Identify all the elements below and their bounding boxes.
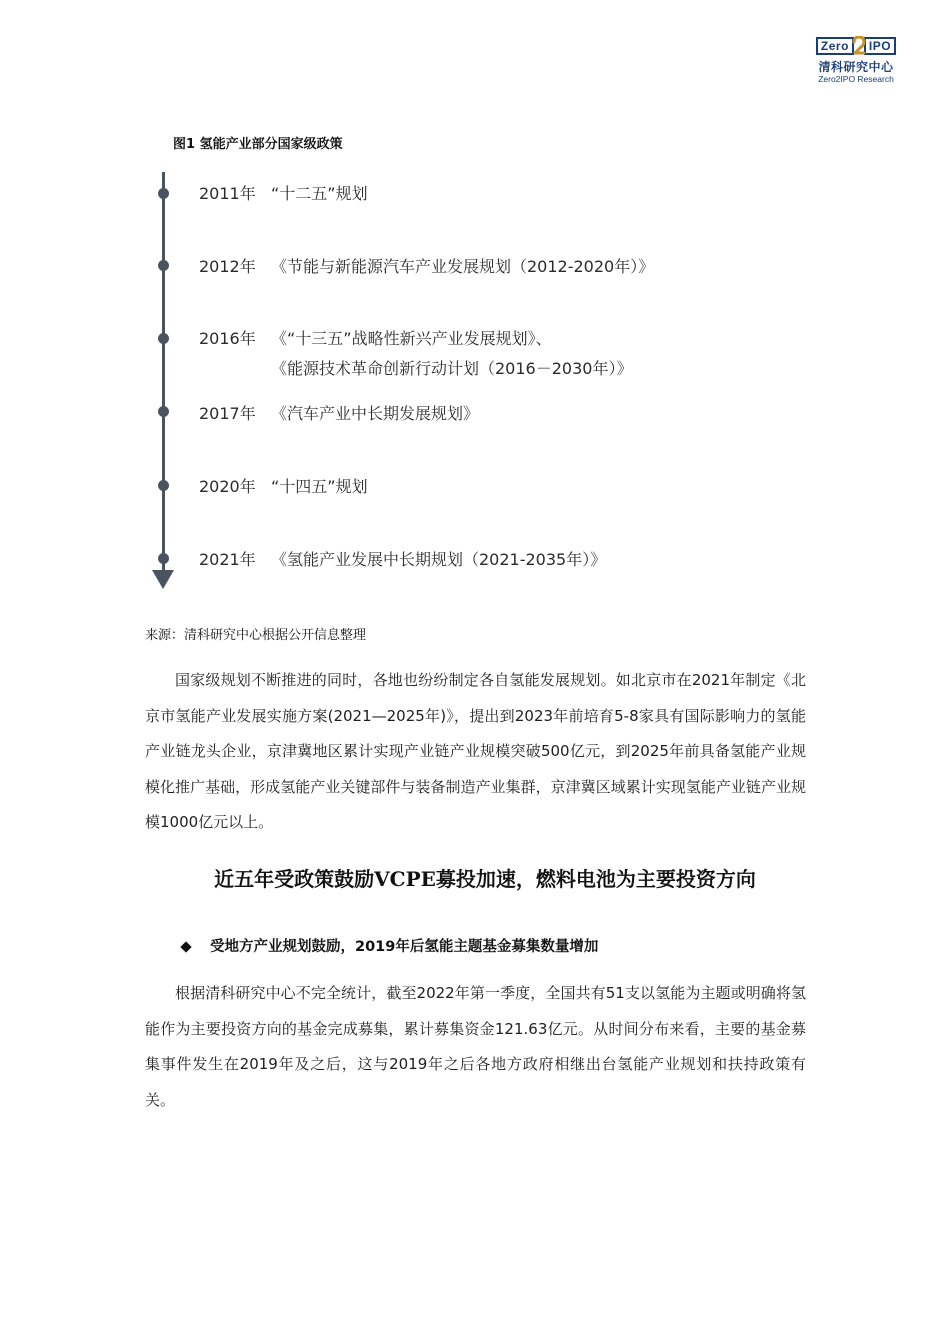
timeline-policy: 《汽车产业中长期发展规划》 [271,404,480,423]
timeline-dot [158,333,169,344]
subheading [180,937,598,957]
timeline-entry [199,326,632,382]
timeline-dot [158,553,169,564]
timeline-entry [199,401,479,427]
figure-source: 来源：清科研究中心根据公开信息整理 [145,628,367,643]
timeline-year: 2012年 [199,257,256,276]
timeline-entry [199,547,606,573]
timeline-policy: 《氢能产业发展中长期规划（2021-2035年）》 [271,550,607,569]
diamond-bullet-icon [180,941,191,952]
timeline-year: 2017年 [199,404,256,423]
timeline-policy: “十四五”规划 [271,477,368,496]
timeline-arrow-down-icon [152,570,174,589]
timeline-dot [158,260,169,271]
timeline-entry [199,254,654,280]
logo-name-en: Zero2IPO Research [818,74,894,84]
timeline-policy: 《节能与新能源汽车产业发展规划（2012-2020年）》 [271,257,655,276]
timeline-policy: 《“十三五”战略性新兴产业发展规划》、 [271,329,552,348]
section-heading: 近五年受政策鼓励VCPE募投加速，燃料电池为主要投资方向 [214,867,756,891]
figure-caption: 图1 氢能产业部分国家级政策 [173,137,343,152]
timeline-year: 2021年 [199,550,256,569]
subheading-text: 受地方产业规划鼓励，2019年后氢能主题基金募集数量增加 [210,939,599,955]
timeline-entry [199,181,368,207]
timeline-dot [158,406,169,417]
zero2ipo-logo [810,36,902,84]
timeline-year: 2016年 [199,329,256,348]
timeline-year: 2011年 [199,184,256,203]
body-paragraph: 根据清科研究中心不完全统计，截至2022年第一季度，全国共有51支以氢能为主题或明确将氢能作为主要投资方向的基金完成募集，累计募集资金121.63亿元。从时间分布来看，主要的基金募集事件发生在2019年及之后，这与2019年之后各地方政府相继出台氢能产业规划和扶持政策有关。 [145,984,806,1109]
timeline-policy: “十二五”规划 [271,184,368,203]
timeline-entry [199,474,368,500]
timeline-dot [158,480,169,491]
logo-mark-left: Zero [816,37,854,55]
timeline-dot [158,188,169,199]
timeline-year: 2020年 [199,477,256,496]
body-paragraph: 国家级规划不断推进的同时，各地也纷纷制定各自氢能发展规划。如北京市在2021年制定《北京市氢能产业发展实施方案(2021—2025年)》，提出到2023年前培育5-8家具有国际影响力的氢能产业链龙头企业，京津冀地区累计实现产业链产业规模突破500亿元，到2025年前具备氢能产业规模化推广基础，形成氢能产业关键部件与装备制造产业集群，京津冀区域累计实现氢能产业链产业规模1000亿元以上。 [145,671,806,831]
logo-mark-right: IPO [864,37,896,55]
timeline-axis [162,172,165,574]
logo-name-cn: 清科研究中心 [818,60,894,74]
timeline-policy-second: 《能源技术革命创新行动计划（2016－2030年）》 [271,359,633,378]
logo-two-icon [852,36,866,56]
logo-mark [810,36,902,56]
